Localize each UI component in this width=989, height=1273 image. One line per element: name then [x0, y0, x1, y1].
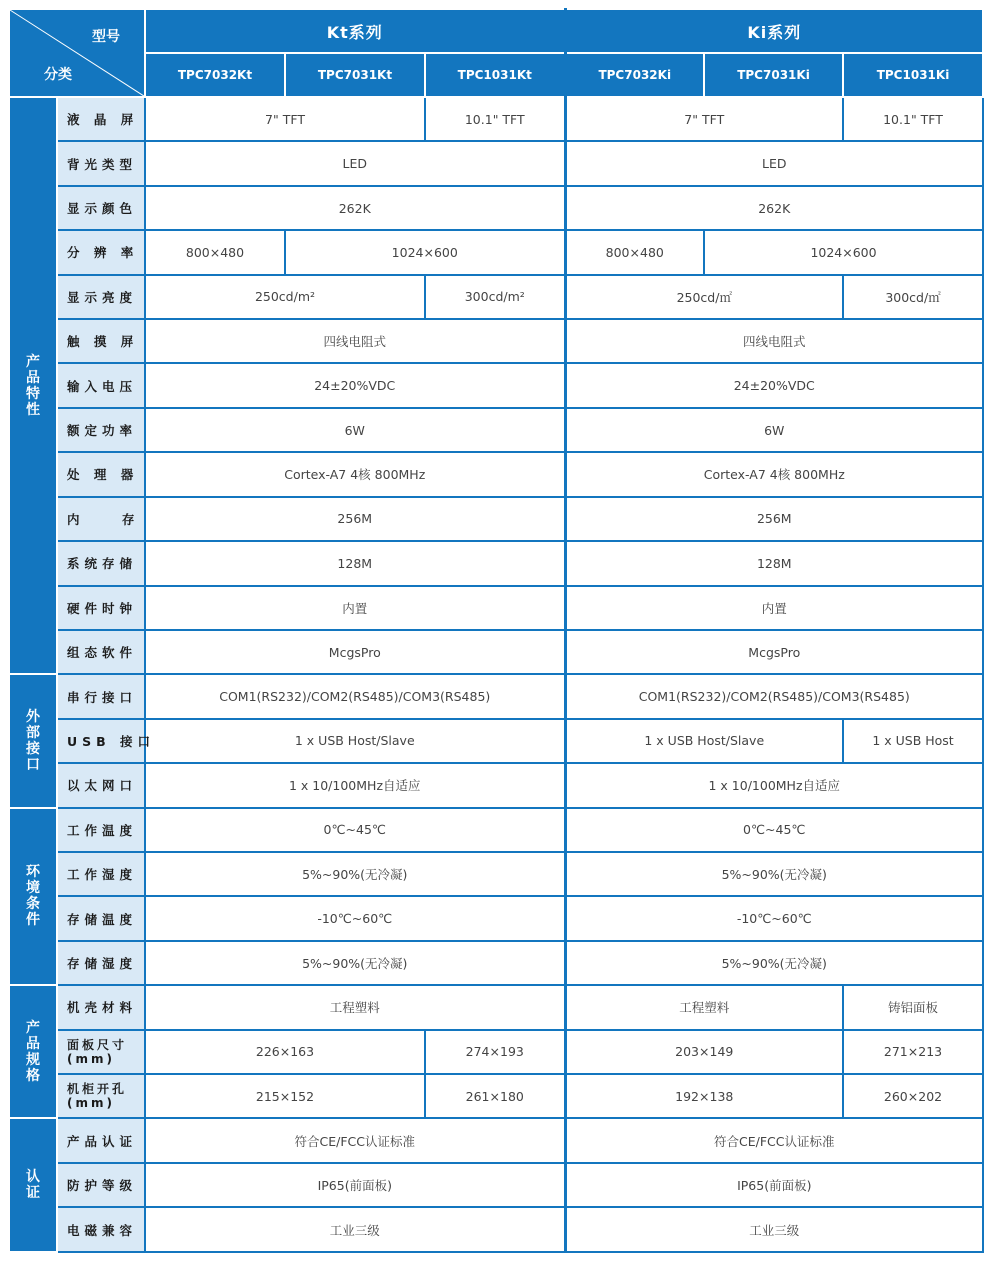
- category-product-features: 产品特性: [9, 97, 57, 674]
- table-cell: 1 x 10/100MHz自适应: [145, 763, 565, 807]
- series-kt-header: Kt系列: [145, 9, 565, 53]
- row-touch: [9, 319, 983, 363]
- row-label: 背光类型: [57, 141, 145, 185]
- table-cell: 250cd/m²: [145, 275, 425, 319]
- category-external-interfaces: 外部接口: [9, 674, 57, 807]
- row-store-humidity: [9, 941, 983, 985]
- row-label: 触 摸 屏: [57, 319, 145, 363]
- table-cell: 工业三级: [565, 1207, 983, 1252]
- table-cell: 128M: [565, 541, 983, 585]
- row-label: USB 接口: [57, 719, 145, 763]
- table-cell: McgsPro: [145, 630, 565, 674]
- model-tpc7032kt: TPC7032Kt: [145, 53, 285, 97]
- table-cell: -10℃~60℃: [145, 896, 565, 940]
- table-cell: 256M: [565, 497, 983, 541]
- row-label: 额定功率: [57, 408, 145, 452]
- row-label: 防护等级: [57, 1163, 145, 1207]
- row-power: [9, 408, 983, 452]
- row-cutout: [9, 1074, 983, 1118]
- row-software: [9, 630, 983, 674]
- row-ethernet: [9, 763, 983, 807]
- table-cell: 7" TFT: [565, 97, 843, 141]
- table-cell: 1 x USB Host: [843, 719, 983, 763]
- table-cell: LED: [145, 141, 565, 185]
- row-ip: [9, 1163, 983, 1207]
- table-cell: 226×163: [145, 1030, 425, 1074]
- table-cell: 274×193: [425, 1030, 565, 1074]
- table-cell: 内置: [565, 586, 983, 630]
- table-cell: 7" TFT: [145, 97, 425, 141]
- row-label: 机柜开孔(mm): [57, 1074, 145, 1118]
- table-cell: 250cd/㎡: [565, 275, 843, 319]
- table-cell: 1024×600: [285, 230, 565, 274]
- category-label: 分类: [44, 67, 72, 84]
- table-cell: 5%~90%(无冷凝): [145, 941, 565, 985]
- table-cell: 0℃~45℃: [145, 808, 565, 852]
- row-housing: [9, 985, 983, 1029]
- table-cell: 5%~90%(无冷凝): [565, 852, 983, 896]
- table-cell: COM1(RS232)/COM2(RS485)/COM3(RS485): [565, 674, 983, 718]
- table-cell: IP65(前面板): [565, 1163, 983, 1207]
- table-cell: 铸铝面板: [843, 985, 983, 1029]
- table-cell: 5%~90%(无冷凝): [145, 852, 565, 896]
- row-cpu: [9, 452, 983, 496]
- row-label: 分 辨 率: [57, 230, 145, 274]
- table-cell: McgsPro: [565, 630, 983, 674]
- model-tpc1031kt: TPC1031Kt: [425, 53, 565, 97]
- table-cell: 24±20%VDC: [145, 363, 565, 407]
- header-series-row: [9, 9, 983, 53]
- row-label: 显示颜色: [57, 186, 145, 230]
- row-label: 电磁兼容: [57, 1207, 145, 1252]
- table-cell: LED: [565, 141, 983, 185]
- table-cell: COM1(RS232)/COM2(RS485)/COM3(RS485): [145, 674, 565, 718]
- table-cell: 10.1" TFT: [843, 97, 983, 141]
- table-cell: Cortex-A7 4核 800MHz: [145, 452, 565, 496]
- row-emc: [9, 1207, 983, 1252]
- table-cell: 800×480: [145, 230, 285, 274]
- table-cell: 1 x 10/100MHz自适应: [565, 763, 983, 807]
- table-cell: 300cd/㎡: [843, 275, 983, 319]
- table-cell: 300cd/m²: [425, 275, 565, 319]
- table-cell: 工程塑料: [565, 985, 843, 1029]
- category-environment: 环境条件: [9, 808, 57, 986]
- table-cell: 0℃~45℃: [565, 808, 983, 852]
- category-product-specs: 产品规格: [9, 985, 57, 1118]
- table-cell: 工程塑料: [145, 985, 565, 1029]
- table-cell: 192×138: [565, 1074, 843, 1118]
- row-colors: [9, 186, 983, 230]
- row-usb: [9, 719, 983, 763]
- header-model-row: [9, 53, 983, 97]
- row-label: 工作温度: [57, 808, 145, 852]
- table-cell: 262K: [145, 186, 565, 230]
- spec-table: [8, 8, 984, 1253]
- table-cell: 256M: [145, 497, 565, 541]
- row-serial: [9, 674, 983, 718]
- table-cell: 符合CE/FCC认证标准: [145, 1118, 565, 1162]
- table-cell: 800×480: [565, 230, 704, 274]
- table-cell: 128M: [145, 541, 565, 585]
- row-resolution: [9, 230, 983, 274]
- row-label: 处 理 器: [57, 452, 145, 496]
- row-lcd: [9, 97, 983, 141]
- table-cell: 271×213: [843, 1030, 983, 1074]
- row-label: 机壳材料: [57, 985, 145, 1029]
- table-cell: 6W: [145, 408, 565, 452]
- table-cell: 1024×600: [704, 230, 983, 274]
- row-label: 存储湿度: [57, 941, 145, 985]
- table-cell: 260×202: [843, 1074, 983, 1118]
- table-cell: 四线电阻式: [145, 319, 565, 363]
- row-voltage: [9, 363, 983, 407]
- row-label: 组态软件: [57, 630, 145, 674]
- row-work-temp: [9, 808, 983, 852]
- row-label: 系统存储: [57, 541, 145, 585]
- row-label: 工作湿度: [57, 852, 145, 896]
- row-label: 显示亮度: [57, 275, 145, 319]
- model-label: 型号: [92, 29, 120, 45]
- row-label: 液 晶 屏: [57, 97, 145, 141]
- row-label: 产品认证: [57, 1118, 145, 1162]
- header-corner-cell: [9, 9, 145, 97]
- model-tpc7032ki: TPC7032Ki: [565, 53, 704, 97]
- table-cell: 工业三级: [145, 1207, 565, 1252]
- row-label: 串行接口: [57, 674, 145, 718]
- row-label: 硬件时钟: [57, 586, 145, 630]
- table-cell: 1 x USB Host/Slave: [145, 719, 565, 763]
- table-cell: 24±20%VDC: [565, 363, 983, 407]
- table-cell: IP65(前面板): [145, 1163, 565, 1207]
- row-label: 存储温度: [57, 896, 145, 940]
- model-tpc7031kt: TPC7031Kt: [285, 53, 425, 97]
- row-brightness: [9, 275, 983, 319]
- row-memory: [9, 497, 983, 541]
- table-cell: 261×180: [425, 1074, 565, 1118]
- row-label: 内 存: [57, 497, 145, 541]
- table-cell: 四线电阻式: [565, 319, 983, 363]
- row-label: 输入电压: [57, 363, 145, 407]
- table-cell: 5%~90%(无冷凝): [565, 941, 983, 985]
- row-label: 以太网口: [57, 763, 145, 807]
- row-storage: [9, 541, 983, 585]
- model-tpc7031ki: TPC7031Ki: [704, 53, 843, 97]
- table-cell: 1 x USB Host/Slave: [565, 719, 843, 763]
- table-cell: 6W: [565, 408, 983, 452]
- table-cell: 符合CE/FCC认证标准: [565, 1118, 983, 1162]
- table-cell: 215×152: [145, 1074, 425, 1118]
- row-work-humidity: [9, 852, 983, 896]
- row-label: 面板尺寸(mm): [57, 1030, 145, 1074]
- diagonal-line: [10, 10, 144, 96]
- series-ki-header: Ki系列: [565, 9, 983, 53]
- table-cell: Cortex-A7 4核 800MHz: [565, 452, 983, 496]
- row-cert: [9, 1118, 983, 1162]
- row-store-temp: [9, 896, 983, 940]
- table-cell: 203×149: [565, 1030, 843, 1074]
- table-cell: 262K: [565, 186, 983, 230]
- row-rtc: [9, 586, 983, 630]
- table-cell: 10.1" TFT: [425, 97, 565, 141]
- table-cell: 内置: [145, 586, 565, 630]
- category-certification: 认证: [9, 1118, 57, 1252]
- model-tpc1031ki: TPC1031Ki: [843, 53, 983, 97]
- row-panel-size: [9, 1030, 983, 1074]
- table-cell: -10℃~60℃: [565, 896, 983, 940]
- row-backlight: [9, 141, 983, 185]
